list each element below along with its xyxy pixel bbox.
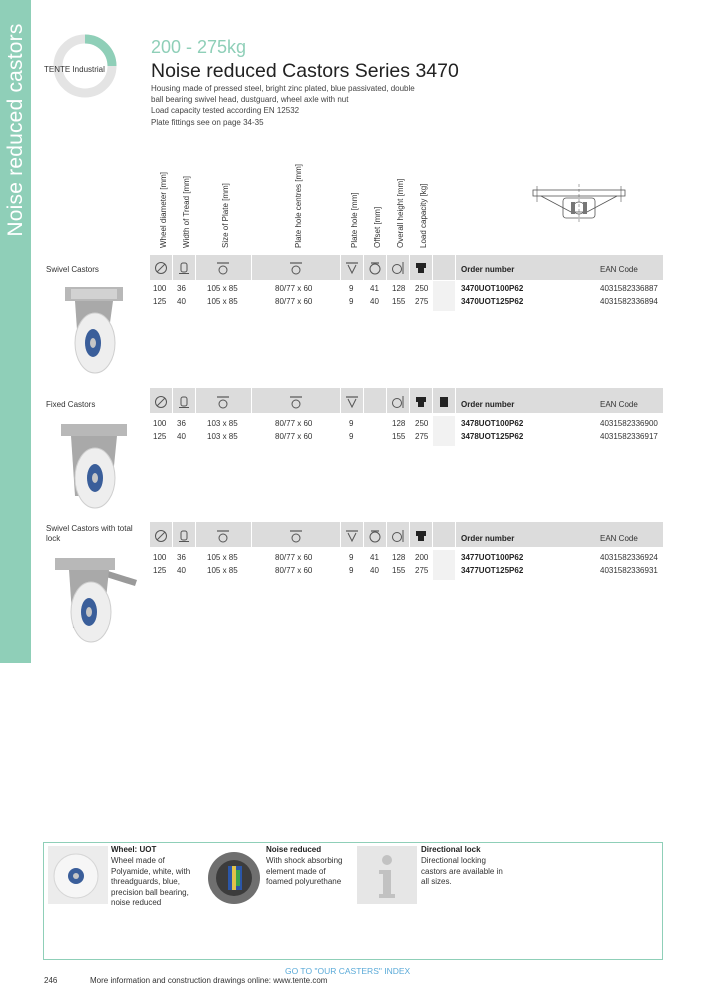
- cell-ean: 4031582336887: [600, 284, 658, 293]
- swivel-lock-castor-photo: [45, 550, 145, 648]
- col-offset: [364, 150, 386, 252]
- cell-order[interactable]: 3478UOT125P62: [461, 432, 524, 441]
- plate-size-icon: [216, 395, 230, 409]
- cell-hole: 9: [349, 553, 354, 562]
- description-line: Plate fittings see on page 34-35: [151, 117, 264, 127]
- col-plate-hole: [341, 150, 363, 252]
- castor-drawing: [531, 182, 627, 224]
- noise-reduced-image: [202, 846, 262, 906]
- cell-height: 128: [392, 284, 406, 293]
- cell-order[interactable]: 3477UOT125P62: [461, 566, 524, 575]
- col-load-capacity: [410, 150, 432, 252]
- cell-centres: 80/77 x 60: [275, 432, 313, 441]
- order-number-label: Order number: [461, 400, 515, 409]
- col-plate-centres: [252, 150, 340, 252]
- page-number: 246: [44, 976, 58, 985]
- section-title: Swivel Castors with total lock: [46, 524, 133, 543]
- col-label: Width of Tread [mm]: [181, 175, 191, 248]
- plate-size-icon: [216, 261, 230, 275]
- page-title: Noise reduced Castors Series 3470: [151, 60, 459, 82]
- cell-plate: 105 x 85: [207, 566, 238, 575]
- brake-icon: [437, 395, 451, 409]
- cell-load: 275: [415, 432, 429, 441]
- col-label: Plate hole [mm]: [349, 192, 359, 248]
- plate-centres-icon: [289, 261, 303, 275]
- info-line: foamed polyurethane: [266, 877, 342, 886]
- cell-order[interactable]: 3470UOT100P62: [461, 284, 524, 293]
- side-title-text: Noise reduced castors: [4, 23, 27, 237]
- col-label: Overall height [mm]: [395, 178, 405, 248]
- info-noise-text: [266, 856, 342, 888]
- cell-hole: 9: [349, 297, 354, 306]
- cell-tread: 40: [177, 297, 186, 306]
- load-range: 200 - 275kg: [151, 37, 247, 57]
- ean-label: EAN Code: [600, 400, 638, 409]
- info-lock-title: Directional lock: [421, 845, 481, 854]
- plate-centres-icon: [289, 529, 303, 543]
- info-line: precision ball bearing,: [111, 887, 189, 897]
- wheel-uot-image: [48, 846, 108, 904]
- cell-tread: 36: [177, 419, 186, 428]
- cell-hole: 9: [349, 419, 354, 428]
- cell-load: 275: [415, 297, 429, 306]
- tread-width-icon: [177, 261, 191, 275]
- cell-load: 200: [415, 553, 429, 562]
- ean-label: EAN Code: [600, 534, 638, 543]
- offset-icon: [368, 529, 382, 543]
- overall-height-icon: [391, 261, 405, 275]
- cell-height: 155: [392, 432, 406, 441]
- section-title: Swivel Castors: [46, 265, 99, 274]
- cell-plate: 103 x 85: [207, 432, 238, 441]
- col-label: Size of Plate [mm]: [221, 183, 230, 248]
- plate-hole-icon: [345, 529, 359, 543]
- wheel-diameter-icon: [154, 395, 168, 409]
- tread-width-icon: [177, 529, 191, 543]
- section-title: Fixed Castors: [46, 400, 96, 409]
- cell-offset: 41: [370, 553, 379, 562]
- cell-plate: 105 x 85: [207, 284, 238, 293]
- cell-ean: 4031582336924: [600, 553, 658, 562]
- wheel-diameter-icon: [154, 529, 168, 543]
- col-plate-size: [196, 150, 251, 252]
- info-icon: [357, 846, 417, 904]
- info-line: noise reduced: [111, 898, 162, 907]
- cell-load: 275: [415, 566, 429, 575]
- plate-centres-icon: [289, 395, 303, 409]
- offset-icon: [368, 261, 382, 275]
- cell-offset: 40: [370, 297, 379, 306]
- info-line: castors are available in: [421, 866, 503, 876]
- info-line: all sizes.: [421, 877, 452, 886]
- cell-hole: 9: [349, 566, 354, 575]
- cell-diameter: 100: [153, 284, 167, 293]
- cell-diameter: 125: [153, 297, 167, 306]
- cell-centres: 80/77 x 60: [275, 284, 313, 293]
- cell-height: 128: [392, 419, 406, 428]
- info-noise-title: Noise reduced: [266, 845, 322, 854]
- cell-centres: 80/77 x 60: [275, 566, 313, 575]
- goto-index-link[interactable]: GO TO "OUR CASTERS" INDEX: [285, 966, 411, 976]
- cell-plate: 105 x 85: [207, 297, 238, 306]
- cell-plate: 105 x 85: [207, 553, 238, 562]
- description-line: ball bearing swivel head, dustguard, wheel axle with nut: [151, 94, 349, 104]
- footer-info: More information and construction drawings online: www.tente.com: [90, 976, 328, 985]
- load-capacity-icon: [414, 395, 428, 409]
- cell-diameter: 125: [153, 566, 167, 575]
- cell-tread: 40: [177, 566, 186, 575]
- info-lock-text: [421, 856, 503, 888]
- cell-height: 155: [392, 297, 406, 306]
- cell-hole: 9: [349, 284, 354, 293]
- info-line: With shock absorbing: [266, 856, 343, 865]
- cell-plate: 103 x 85: [207, 419, 238, 428]
- order-number-label: Order number: [461, 265, 515, 274]
- info-line: threadguards, blue,: [111, 877, 180, 886]
- cell-height: 155: [392, 566, 406, 575]
- cell-hole: 9: [349, 432, 354, 441]
- ean-label: EAN Code: [600, 265, 638, 274]
- cell-centres: 80/77 x 60: [275, 419, 313, 428]
- fixed-castor-photo: [45, 418, 145, 516]
- cell-load: 250: [415, 284, 429, 293]
- plate-size-icon: [216, 529, 230, 543]
- cell-ean: 4031582336931: [600, 566, 658, 575]
- info-line: element made of: [266, 866, 326, 876]
- cell-tread: 40: [177, 432, 186, 441]
- col-label: Offset [mm]: [372, 206, 382, 248]
- cell-offset: 41: [370, 284, 379, 293]
- cell-offset: 40: [370, 566, 379, 575]
- info-wheel-title: Wheel: UOT: [111, 845, 157, 854]
- col-overall-height: [387, 150, 409, 252]
- cell-tread: 36: [177, 553, 186, 562]
- info-line: Polyamide, white, with: [111, 866, 191, 876]
- info-line: Wheel made of: [111, 856, 165, 865]
- side-title: [2, 23, 30, 237]
- load-capacity-icon: [414, 261, 428, 275]
- col-label: Plate hole centres [mm]: [293, 163, 303, 248]
- col-width-tread: [173, 150, 195, 252]
- cell-order[interactable]: 3470UOT125P62: [461, 297, 524, 306]
- cell-ean: 4031582336894: [600, 297, 658, 306]
- col-label: Wheel diameter [mm]: [158, 171, 168, 248]
- cell-centres: 80/77 x 60: [275, 553, 313, 562]
- info-wheel-text: [111, 856, 190, 909]
- col-wheel-diameter: [150, 150, 172, 252]
- cell-order[interactable]: 3478UOT100P62: [461, 419, 524, 428]
- overall-height-icon: [391, 529, 405, 543]
- brand-label: TENTE Industrial: [44, 65, 105, 74]
- description: [151, 84, 441, 129]
- tread-width-icon: [177, 395, 191, 409]
- cell-tread: 36: [177, 284, 186, 293]
- overall-height-icon: [391, 395, 405, 409]
- cell-diameter: 100: [153, 553, 167, 562]
- cell-load: 250: [415, 419, 429, 428]
- cell-order[interactable]: 3477UOT100P62: [461, 553, 524, 562]
- cell-diameter: 125: [153, 432, 167, 441]
- cell-ean: 4031582336900: [600, 419, 658, 428]
- cell-height: 128: [392, 553, 406, 562]
- swivel-castor-photo: [45, 281, 145, 379]
- load-capacity-icon: [414, 529, 428, 543]
- plate-hole-icon: [345, 261, 359, 275]
- description-line: Housing made of pressed steel, bright zinc plated, blue passivated, double: [151, 84, 415, 93]
- wheel-diameter-icon: [154, 261, 168, 275]
- cell-ean: 4031582336917: [600, 432, 658, 441]
- order-number-label: Order number: [461, 534, 515, 543]
- plate-hole-icon: [345, 395, 359, 409]
- info-line: Directional locking: [421, 856, 486, 865]
- col-label: Load capacity [kg]: [418, 183, 428, 248]
- cell-diameter: 100: [153, 419, 167, 428]
- cell-centres: 80/77 x 60: [275, 297, 313, 306]
- description-line: Load capacity tested according EN 12532: [151, 106, 300, 115]
